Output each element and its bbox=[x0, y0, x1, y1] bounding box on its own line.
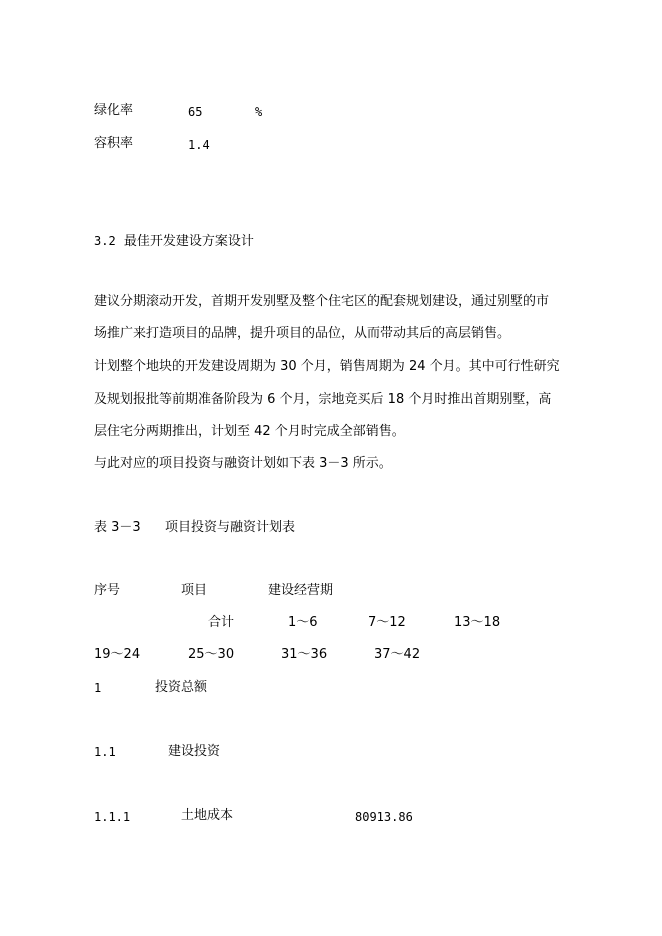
floor-area-ratio-value: 1.4 bbox=[188, 138, 210, 152]
table-header-seq: 序号 bbox=[94, 583, 121, 598]
section-number: 3.2 bbox=[94, 234, 116, 248]
table-caption-number: 表 3－3 bbox=[94, 520, 141, 535]
table-subheader-period-5: 25～30 bbox=[188, 647, 235, 662]
table-subheader-total: 合计 bbox=[208, 615, 235, 630]
table-header-period: 建设经营期 bbox=[268, 583, 334, 598]
table-subheader-period-6: 31～36 bbox=[281, 647, 328, 662]
table-row-seq: 1.1 bbox=[94, 745, 116, 759]
section-title: 最佳开发建设方案设计 bbox=[123, 234, 254, 249]
table-row-total: 80913.86 bbox=[355, 810, 413, 824]
floor-area-ratio-label: 容积率 bbox=[94, 136, 134, 151]
paragraph-2-line-3: 层住宅分两期推出，计划至 42 个月时完成全部销售。 bbox=[94, 424, 405, 439]
paragraph-2-line-1: 计划整个地块的开发建设周期为 30 个月，销售周期为 24 个月。其中可行性研究 bbox=[94, 359, 560, 374]
section-heading bbox=[94, 233, 254, 250]
greening-rate-label: 绿化率 bbox=[94, 103, 134, 118]
table-subheader-period-2: 7～12 bbox=[368, 615, 406, 630]
greening-rate-value: 65 bbox=[188, 105, 203, 119]
table-caption-title: 项目投资与融资计划表 bbox=[165, 520, 296, 535]
table-subheader-period-1: 1～6 bbox=[288, 615, 318, 630]
greening-rate-unit: % bbox=[255, 105, 263, 119]
table-row-item: 建设投资 bbox=[168, 744, 221, 759]
table-row-item: 土地成本 bbox=[181, 808, 234, 823]
table-row-item: 投资总额 bbox=[155, 680, 208, 695]
table-row-seq: 1 bbox=[94, 681, 102, 695]
table-subheader-period-7: 37～42 bbox=[374, 647, 421, 662]
table-row-seq: 1.1.1 bbox=[94, 810, 131, 824]
table-header-item: 项目 bbox=[181, 583, 208, 598]
table-subheader-period-4: 19～24 bbox=[94, 647, 141, 662]
table-subheader-period-3: 13～18 bbox=[454, 615, 501, 630]
paragraph-1-line-1: 建议分期滚动开发，首期开发别墅及整个住宅区的配套规划建设，通过别墅的市 bbox=[94, 294, 550, 309]
paragraph-3: 与此对应的项目投资与融资计划如下表 3－3 所示。 bbox=[94, 456, 392, 471]
paragraph-1-line-2: 场推广来打造项目的品牌，提升项目的品位，从而带动其后的高层销售。 bbox=[94, 326, 511, 341]
paragraph-2-line-2: 及规划报批等前期准备阶段为 6 个月，宗地竞买后 18 个月时推出首期别墅，高 bbox=[94, 392, 552, 407]
